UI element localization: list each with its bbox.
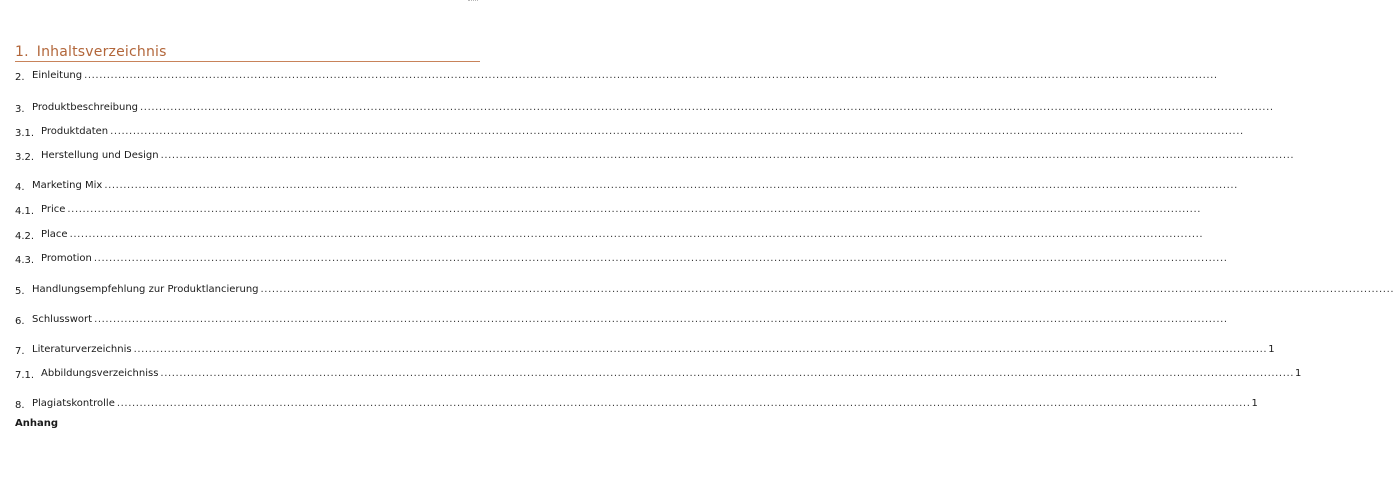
toc-heading-number: 1. — [15, 44, 29, 60]
toc-entry-label: Marketing Mix — [32, 180, 103, 191]
toc-entry-number: 3. — [15, 104, 25, 115]
toc-entry[interactable] — [15, 204, 1202, 220]
toc-entry-label: Herstellung und Design — [41, 150, 159, 161]
toc-entry-number: 2. — [15, 72, 25, 83]
toc-entry[interactable] — [15, 344, 1275, 360]
toc-entry[interactable] — [15, 284, 1394, 300]
toc-heading-title: Inhaltsverzeichnis — [36, 44, 167, 60]
toc-entry-label: Handlungsempfehlung zur Produktlancierung — [32, 284, 259, 295]
toc-entry-label: Einleitung — [32, 70, 83, 81]
toc-entry-label: Produktbeschreibung — [32, 102, 139, 113]
toc-leader-dots: ............................................................................................................................................................................................................................................................................................................ — [93, 253, 1228, 264]
toc-entry-number: 8. — [15, 400, 25, 411]
toc-entry-number: 5. — [15, 286, 25, 297]
toc-leader-dots: ............................................................................................................................................................................................................................................................................................................ — [116, 398, 1251, 409]
toc-entry-number: 6. — [15, 316, 25, 327]
toc-leader-dots: ............................................................................................................................................................................................................................................................................................................ — [67, 204, 1202, 215]
page-corner-mark — [468, 0, 478, 3]
toc-leader-dots: ............................................................................................................................................................................................................................................................................................................ — [160, 150, 1295, 161]
toc-entry-label: Literaturverzeichnis — [32, 344, 132, 355]
toc-leader-dots: ............................................................................................................................................................................................................................................................................................................ — [69, 229, 1204, 240]
toc-entry-number: 7. — [15, 346, 25, 357]
toc-entry-label: Place — [41, 229, 68, 240]
toc-entry-number: 7.1. — [15, 370, 35, 381]
toc-leader-dots: ............................................................................................................................................................................................................................................................................................................ — [260, 284, 1394, 295]
toc-entry-label: Schlusswort — [32, 314, 93, 325]
toc-entry[interactable] — [15, 253, 1228, 269]
toc-entry-label: Plagiatskontrolle — [32, 398, 115, 409]
toc-leader-dots: ............................................................................................................................................................................................................................................................................................................ — [160, 368, 1295, 379]
toc-leader-dots: ............................................................................................................................................................................................................................................................................................................ — [84, 70, 1218, 81]
toc-entry[interactable] — [15, 70, 1218, 86]
toc-entry[interactable] — [15, 368, 1302, 384]
toc-entry-page: 1 — [1295, 368, 1302, 379]
toc-entry[interactable] — [15, 229, 1204, 245]
toc-leader-dots: ............................................................................................................................................................................................................................................................................................................ — [110, 126, 1244, 137]
appendix-heading: Anhang — [15, 418, 59, 429]
toc-entry-page: 1 — [1268, 344, 1275, 355]
toc-leader-dots: ............................................................................................................................................................................................................................................................................................................ — [140, 102, 1274, 113]
toc-entry-label: Abbildungsverzeichniss — [41, 368, 159, 379]
toc-entry-number: 3.2. — [15, 152, 35, 163]
toc-entry-label: Price — [41, 204, 66, 215]
toc-entry[interactable] — [15, 398, 1258, 414]
toc-entry-number: 3.1. — [15, 128, 35, 139]
toc-entry[interactable] — [15, 180, 1238, 196]
toc-entry-label: Promotion — [41, 253, 92, 264]
heading-rule — [15, 61, 480, 62]
toc-heading — [15, 44, 167, 60]
toc-entry[interactable] — [15, 150, 1295, 166]
toc-entry-number: 4.2. — [15, 231, 35, 242]
toc-entry-number: 4.1. — [15, 206, 35, 217]
toc-entry-number: 4.3. — [15, 255, 35, 266]
toc-leader-dots: ............................................................................................................................................................................................................................................................................................................ — [133, 344, 1268, 355]
toc-entry[interactable] — [15, 126, 1244, 142]
toc-entry-number: 4. — [15, 182, 25, 193]
toc-leader-dots: ............................................................................................................................................................................................................................................................................................................ — [94, 314, 1228, 325]
toc-entry-label: Produktdaten — [41, 126, 109, 137]
toc-entry-page: 1 — [1251, 398, 1258, 409]
toc-entry[interactable] — [15, 314, 1228, 330]
toc-leader-dots: ............................................................................................................................................................................................................................................................................................................ — [104, 180, 1238, 191]
toc-entry[interactable] — [15, 102, 1274, 118]
